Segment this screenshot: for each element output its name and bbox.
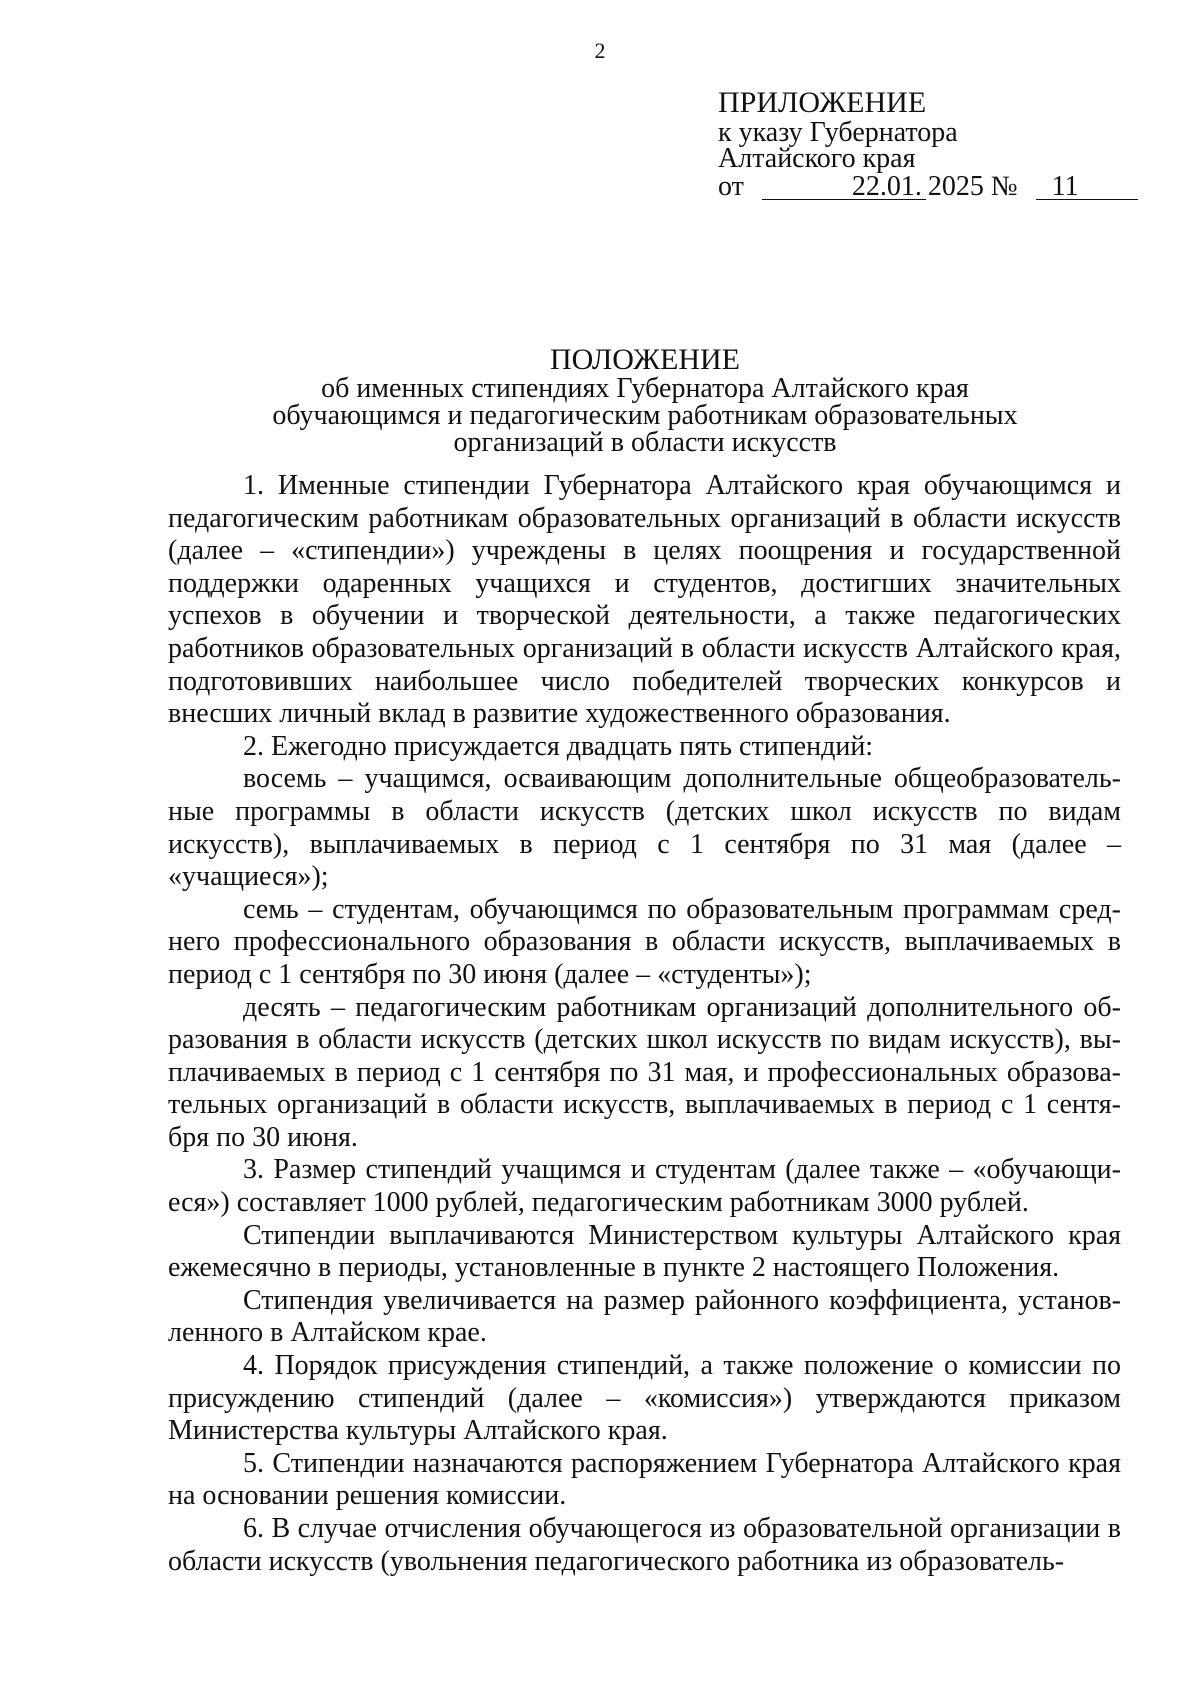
- appendix-date-line: [718, 171, 1138, 202]
- document-subtitle-line-2: обучающимся и педагогическим работникам образовательных: [272, 400, 1018, 431]
- paragraph-1: 1. Именные стипендии Губернатора Алтайского края обучающимся и педагогическим работникам образовательных организаций в области искусств (далее – «стипендии») учреждены в целях поощрения и государственной поддержки одаренных учащихся и студентов, достигших значительных успехов в обучении и творческой деятельности, а также педагогических работников образовательных организаций в области искусств Алтайского края, подготовивших наибольшее число победителей творческих конкурсов и внесших личный вклад в развитие художественного образования.: [168, 470, 1121, 730]
- appendix-block: [718, 86, 1138, 200]
- appendix-line-decree: к указу Губернатора: [718, 117, 958, 148]
- document-subtitle-line-3: организаций в области искусств: [453, 427, 837, 458]
- paragraph-5: 5. Стипендии назначаются распоряжением Губернатора Алтайского края на основании решения комиссии.: [168, 1447, 1121, 1512]
- paragraph-2-eight: восемь – учащимся, осваивающим дополнительные общеобразовательные программы в области искусств (детских школ искусств по видам искусств), выплачиваемых в период с 1 сентября по 31 мая (далее – «учащиеся»);: [168, 763, 1121, 893]
- page-number: 2: [594, 38, 606, 63]
- document-title: ПОЛОЖЕНИЕ: [550, 343, 740, 376]
- decree-number: 11: [1036, 175, 1138, 200]
- paragraph-6: 6. В случае отчисления обучающегося из образовательной организации в области искусств (увольнения педагогического работника из образователь-: [168, 1513, 1121, 1577]
- paragraph-2-seven: семь – студентам, обучающимся по образовательным программам среднего профессионального образования в области искусств, выплачиваемых в период с 1 сентября по 30 июня (далее – «студенты»);: [168, 893, 1121, 990]
- appendix-title: ПРИЛОЖЕНИЕ: [718, 86, 927, 119]
- date-prefix: от: [718, 171, 744, 202]
- document-heading: [0, 345, 1200, 456]
- paragraph-2-ten: десять – педагогическим работникам организаций дополнительного образования в области искусств (детских школ искусств по видам искусств), выплачиваемых в период с 1 сентября по 31 мая, и профессиональных образовательных организаций в области искусств, выплачиваемых в период с 1 сентября по 30 июня.: [168, 991, 1121, 1153]
- paragraph-3-coefficient: Стипендия увеличивается на размер районного коэффициента, установленного в Алтайском крае.: [168, 1284, 1121, 1349]
- paragraph-3-payment: Стипендии выплачиваются Министерством культуры Алтайского края ежемесячно в периоды, установленные в пункте 2 настоящего Положения.: [168, 1219, 1121, 1284]
- paragraph-2: 2. Ежегодно присуждается двадцать пять стипендий:: [243, 730, 874, 762]
- date-value: 22.01.: [762, 175, 926, 200]
- document-subtitle-line-1: об именных стипендиях Губернатора Алтайского края: [321, 373, 969, 404]
- date-year: 2025 №: [927, 171, 1018, 202]
- paragraph-3: 3. Размер стипендий учащимся и студентам (далее также – «обучающиеся») составляет 1000 рублей, педагогическим работникам 3000 рублей.: [168, 1154, 1121, 1219]
- document-body: [168, 470, 1121, 1578]
- paragraph-4: 4. Порядок присуждения стипендий, а также положение о комиссии по присуждению стипендий (далее – «комиссия») утверждаются приказом Министерства культуры Алтайского края.: [168, 1350, 1121, 1447]
- appendix-line-region: Алтайского края: [718, 143, 916, 174]
